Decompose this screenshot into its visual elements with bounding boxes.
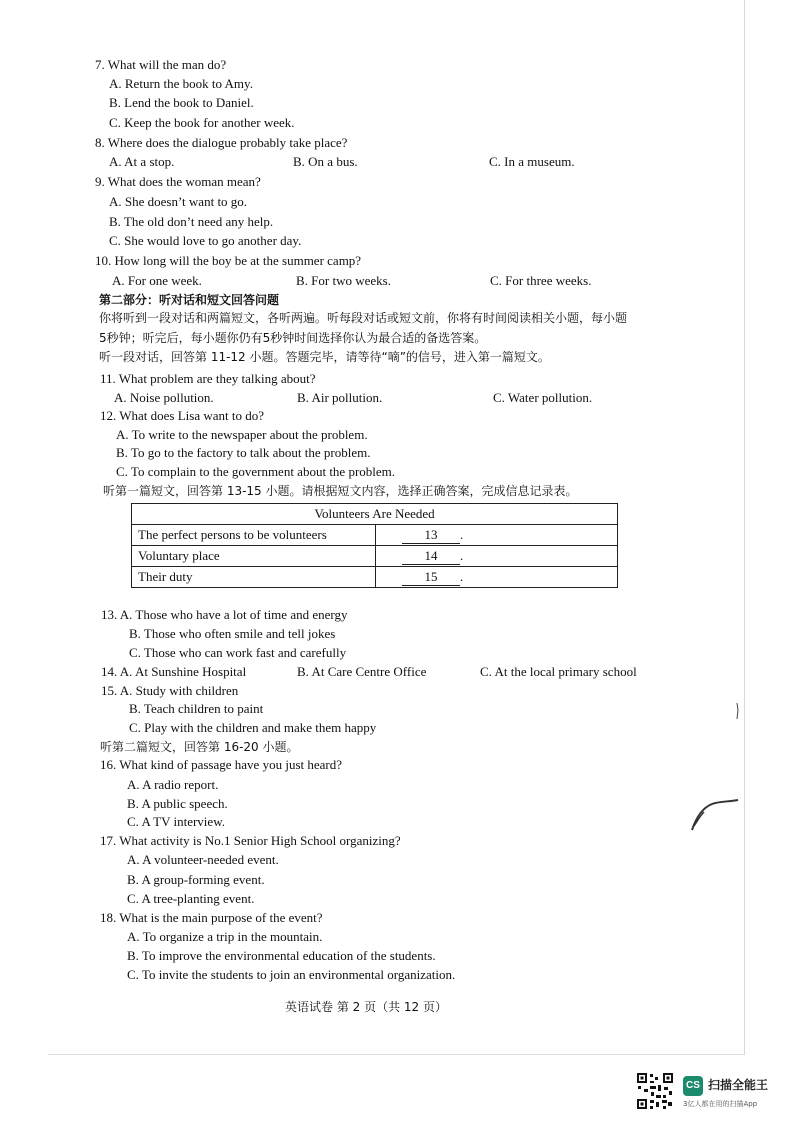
text-line: 13. A. Those who have a lot of time and energy	[101, 607, 348, 622]
text-line: 8. Where does the dialogue probably take place?	[95, 135, 348, 150]
camscanner-logo-icon: CS	[683, 1076, 703, 1096]
text-line: 听一段对话，回答第 11-12 小题。答题完毕，请等待“嘀”的信号，进入第一篇短文。	[99, 350, 550, 364]
text-line: 18. What is the main purpose of the event?	[100, 910, 323, 925]
text-line: A. At a stop.	[109, 154, 175, 169]
text-line: A. For one week.	[112, 273, 202, 288]
camscanner-title: 扫描全能王	[708, 1078, 769, 1092]
text-line: B. Lend the book to Daniel.	[109, 95, 254, 110]
text-line: 第二部分：听对话和短文回答问题	[99, 293, 280, 307]
text-line: 7. What will the man do?	[95, 57, 227, 72]
text-line: B. Air pollution.	[297, 390, 383, 405]
row-label: Their duty	[132, 567, 376, 588]
text-line: A. She doesn’t want to go.	[109, 194, 248, 209]
qr-code-icon	[636, 1072, 674, 1110]
text-line: C. She would love to go another day.	[109, 233, 302, 248]
text-line: B. To go to the factory to talk about the problem.	[116, 445, 371, 460]
text-line: 11. What problem are they talking about?	[100, 371, 316, 386]
table-row	[132, 546, 618, 567]
text-line: B. On a bus.	[293, 154, 358, 169]
text-line: 9. What does the woman mean?	[95, 174, 261, 189]
text-line: 听第二篇短文，回答第 16-20 小题。	[100, 740, 299, 754]
blank-14: 14	[402, 548, 460, 565]
text-line: 你将听到一段对话和两篇短文，各听两遍。听每段对话或短文前，你将有时间阅读相关小题，每小题	[99, 311, 628, 325]
table-title: Volunteers Are Needed	[132, 504, 618, 525]
text-line: 15. A. Study with children	[101, 683, 239, 698]
text-line: C. Water pollution.	[493, 390, 593, 405]
table-row	[132, 525, 618, 546]
blank-15: 15	[402, 569, 460, 586]
blank-13: 13	[402, 527, 460, 544]
text-line: A. Return the book to Amy.	[109, 76, 253, 91]
text-line: 5秒钟；听完后，每小题你仍有5秒钟时间选择你认为最合适的备选答案。	[99, 331, 487, 345]
text-line: B. Those who often smile and tell jokes	[129, 626, 336, 641]
text-line: C. In a museum.	[489, 154, 575, 169]
text-line: C. To complain to the government about the problem.	[116, 464, 396, 479]
row-label: Voluntary place	[132, 546, 376, 567]
text-line: B. For two weeks.	[296, 273, 391, 288]
text-line: 10. How long will the boy be at the summer camp?	[95, 253, 362, 268]
text-line: A. A volunteer-needed event.	[127, 852, 279, 867]
info-record-table	[131, 503, 618, 588]
text-line: B. The old don’t need any help.	[109, 214, 274, 229]
table-row	[132, 567, 618, 588]
text-line: 14. A. At Sunshine Hospital	[101, 664, 247, 679]
text-line: C. To invite the students to join an environmental organization.	[127, 967, 456, 982]
text-line: C. A TV interview.	[127, 814, 225, 829]
text-line: C. A tree-planting event.	[127, 891, 255, 906]
scan-edge-right	[744, 0, 745, 1055]
table-header-row	[132, 504, 618, 525]
text-line: 17. What activity is No.1 Senior High School organizing?	[100, 833, 401, 848]
text-line: C. For three weeks.	[490, 273, 592, 288]
text-line: 16. What kind of passage have you just heard?	[100, 757, 342, 772]
text-line: C. Keep the book for another week.	[109, 115, 295, 130]
text-line: A. To write to the newspaper about the problem.	[116, 427, 368, 442]
text-line: A. A radio report.	[127, 777, 219, 792]
text-line: C. At the local primary school	[480, 664, 637, 679]
text-line: C. Play with the children and make them happy	[129, 720, 377, 735]
text-line: B. A public speech.	[127, 796, 228, 811]
text-line: B. To improve the environmental education of the students.	[127, 948, 436, 963]
text-line: A. To organize a trip in the mountain.	[127, 929, 323, 944]
scan-edge-bottom	[48, 1054, 745, 1055]
pen-mark-icon	[734, 702, 740, 720]
pen-scribble-icon	[688, 796, 740, 832]
row-label: The perfect persons to be volunteers	[132, 525, 376, 546]
text-line: 听第一篇短文，回答第 13-15 小题。请根据短文内容，选择正确答案，完成信息记录表。	[103, 484, 578, 498]
text-line: C. Those who can work fast and carefully	[129, 645, 347, 660]
row-answer-blank: 14 .	[376, 546, 618, 567]
text-line: B. Teach children to paint	[129, 701, 264, 716]
row-answer-blank: 13 .	[376, 525, 618, 546]
camscanner-subtitle: 3亿人都在用的扫描App	[683, 1100, 758, 1108]
row-answer-blank: 15 .	[376, 567, 618, 588]
text-line: A. Noise pollution.	[114, 390, 214, 405]
text-line: B. At Care Centre Office	[297, 664, 427, 679]
text-line: B. A group-forming event.	[127, 872, 265, 887]
text-line: 12. What does Lisa want to do?	[100, 408, 265, 423]
text-line: 英语试卷 第 2 页（共 12 页）	[285, 1000, 447, 1014]
